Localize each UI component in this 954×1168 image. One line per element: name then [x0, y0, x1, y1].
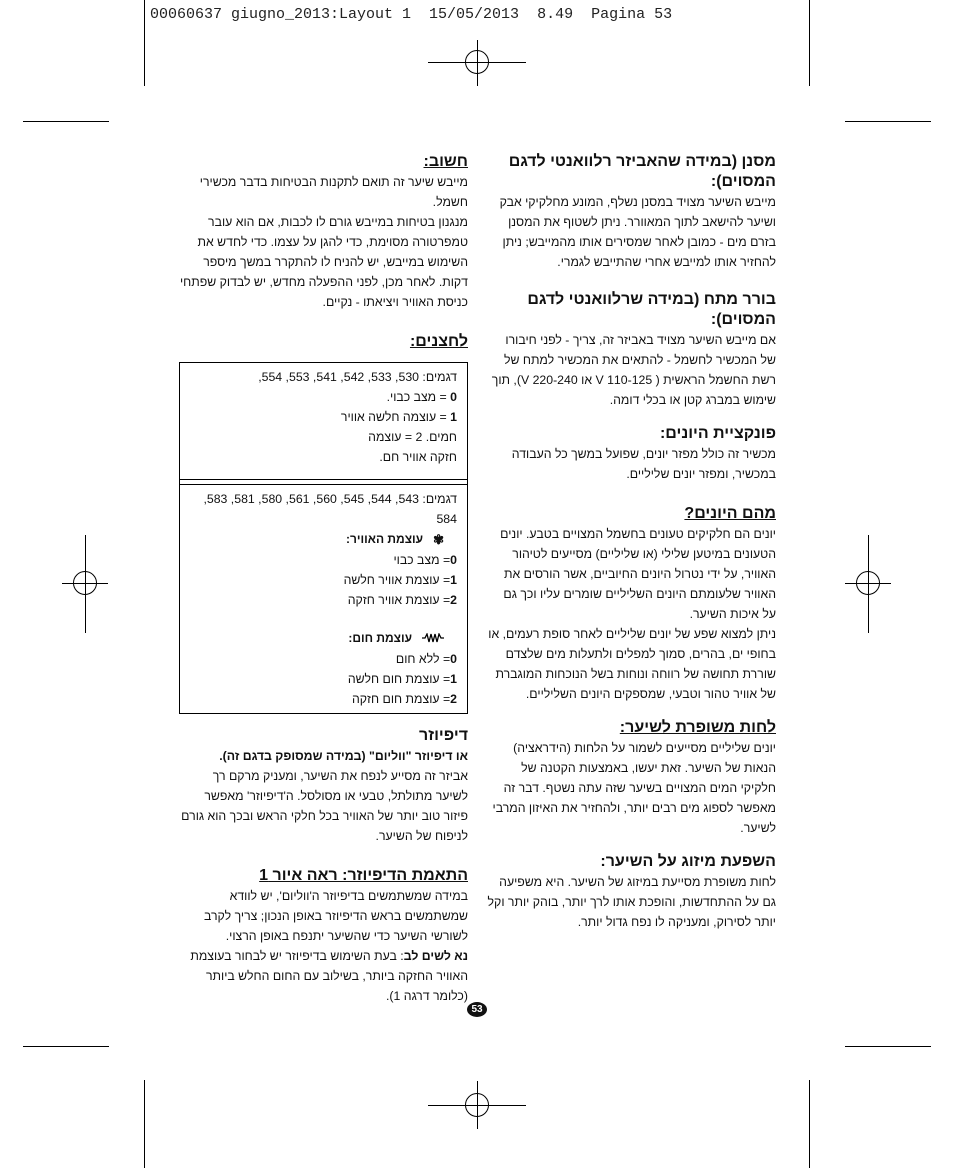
box1-line-hot: חזקה אוויר חם.: [379, 450, 457, 464]
diffuser-note: נא לשים לב: בעת השימוש בדיפיוזר יש לבחור בעוצמת האוויר החזקה ביותר, בשילוב עם החום החלש ביותר (כלומר דרגה 1).: [190, 948, 468, 1003]
heat-power-label: עוצמת חום:: [190, 628, 457, 649]
conditioning-text: לחות משופרת מסייעת במיזוג של השיער. היא משפיעה גם על ההתחדשות, והופכת אותו לרך יותר, בוהק יותר וקל יותר לסירוק, ומעניקה לו נפח גדול יותר.: [487, 875, 776, 929]
diffuser-text: אביזר זה מסייע לנפח את השיער, ומעניק מרקם רך לשיער מתולתל, טבעי או מסולסל. ה'דיפיוזר' מאפשר פיזור טוב יותר של האוויר בכל חלקי הראש ובכך הוא גורם לניפוח של השיער.: [181, 768, 468, 843]
registration-circle: [73, 571, 97, 595]
diffuser-heading: דיפיוזר: [419, 726, 468, 744]
voltage-heading: בורר מתח (במידה שרלוואנטי לדגם המסוים):: [527, 291, 776, 328]
important-text: מייבש שיער זה תואם לתקנות הבטיחות בדבר מכשירי חשמל.: [199, 175, 468, 209]
what-are-ions-text-2: ניתן למצוא שפע של יונים שליליים לאחר סופת רעמים, או בחופי ים, בהרים, סמוך למפלים ולתעלות מים שלצדם שוררת תחושה של רווחה ונוחות בשל הנוכחות המוגברת של אוויר טהור וטבעי, שמספקים היונים השליליים.: [488, 627, 776, 701]
crop-mark: [845, 121, 931, 122]
left-column: [179, 152, 468, 1006]
box1-models: דגמים: 530, 533, 542, 541, 553, 554,: [258, 370, 457, 384]
crop-mark: [23, 1046, 109, 1047]
diffuser-fit-heading: התאמת הדיפיוזר: ראה איור 1: [259, 866, 468, 884]
slug-line: 00060637 giugno_2013:Layout 1 15/05/2013 8.49 Pagina 53: [150, 6, 673, 23]
heat-high-line: 2= עוצמת חום חזקה: [351, 691, 457, 706]
crop-mark: [144, 1080, 145, 1168]
crop-mark: [809, 0, 810, 86]
box1-line-off: 0 = מצב כבוי.: [386, 390, 457, 404]
voltage-text: אם מייבש השיער מצויד באביזר זה, צריך - לפני חיבורו של המכשיר לחשמל - להתאים את המכשיר למתח של רשת החשמל הראשית ( 110-125 V או 220-240 V), תוך שימוש במברג קטן או בכלי דומה.: [491, 333, 776, 407]
heat-low-line: 1= עוצמת חום חלשה: [347, 671, 457, 686]
crop-mark: [144, 0, 145, 86]
what-are-ions-heading: מהם היונים?: [684, 505, 776, 522]
buttons-heading: לחצנים:: [409, 333, 468, 350]
ion-function-text: מכשיר זה כולל מפזר יונים, שפועל במשך כל העבודה במכשיר, ומפזר יונים שליליים.: [511, 447, 776, 481]
filter-text: מייבש השיער מצויד במסנן נשלף, המונע מחלקיקי אבק ושיער להישאב לתוך המאוורר. ניתן לשטוף את המסנן בזרם מים - כמובן לאחר שמסירים אותו מהמייבש; ניתן להחזיר אותו למייבש אחרי שהתייבש לגמרי.: [499, 195, 776, 269]
fan-icon: ✾: [433, 531, 444, 547]
box1-line-low: 1 = עוצמה חלשה אוויר: [340, 410, 457, 424]
right-column: [487, 152, 776, 932]
diffuser-subheading: או דיפיוזר "ווליום" (במידה שמסופק בדגם זה).: [219, 748, 468, 763]
air-power-label: ✾עוצמת האוויר:: [190, 529, 457, 550]
box1-line-warm: חמים. 2 = עוצמה: [368, 430, 457, 444]
conditioning-heading: השפעת מיזוג על השיער:: [600, 853, 776, 870]
crop-mark: [23, 121, 109, 122]
heat-coil-icon: [422, 629, 444, 649]
crop-mark: [845, 1046, 931, 1047]
air-off-line: 0= מצב כבוי: [393, 552, 457, 567]
diffuser-fit-text: במידה שמשתמשים בדיפיוזר ה'ווליום', יש לוודא שמשתמשים בראש הדיפיוזר באופן הנכון; צריך לקרב לשורשי השיער כדי שהשיער יתנפח באופן הרצוי.: [203, 888, 468, 943]
air-low-line: 1= עוצמת אוויר חלשה: [343, 572, 457, 587]
important-heading: חשוב:: [423, 153, 468, 170]
page-number: 53: [467, 1002, 487, 1017]
registration-circle: [856, 571, 880, 595]
crop-mark: [809, 1080, 810, 1168]
important-text-2: מנגנון בטיחות במייבש גורם לו לכבות, אם הוא עובר טמפרטורה מסוימת, כדי להגן על עצמו. כדי לחדש את השימוש במייבש, יש להניח לו להתקרר במשך מיספר דקות. לאחר מכן, לפני ההפעלה מחדש, יש לבדוק שפתחי כניסת האוויר ויציאתו - נקיים.: [179, 215, 468, 309]
moisture-text: יונים שליליים מסייעים לשמור על הלחות (הידראציה) הנאות של השיער. זאת יעשו, באמצעות הקטנה של חלקיקי המים המצויים בשיער שזה עתה נשטף. דבר זה מאפשר לספוג מים רבים יותר, ולהחזיר את האיזון המרבי לשיער.: [492, 741, 776, 835]
ion-function-heading: פונקציית היונים:: [659, 425, 776, 442]
box2-models: דגמים: 543, 544, 545, 560, 561, 580, 581, 583, 584: [203, 492, 457, 526]
moisture-heading: לחות משופרת לשיער:: [619, 719, 776, 736]
what-are-ions-text: יונים הם חלקיקים טעונים בחשמל המצויים בטבע. יונים הטעונים במיטען שלילי (או שליליים) מסייעים לטיהור האוויר, על ידי נטרול היונים החיוביים, אשר הורסים את האוויר שלעומתם היונים השליליים שומרים עליו וכך גם על איכות השיער.: [500, 527, 776, 621]
models-box-2: [179, 480, 468, 714]
models-box-1: [179, 362, 468, 480]
air-high-line: 2= עוצמת אוויר חזקה: [347, 592, 457, 607]
registration-circle: [465, 1093, 489, 1117]
heat-off-line: 0= ללא חום: [395, 651, 457, 666]
filter-heading: מסנן (במידה שהאביזר רלוואנטי לדגם המסוים):: [508, 153, 776, 190]
registration-circle: [465, 50, 489, 74]
